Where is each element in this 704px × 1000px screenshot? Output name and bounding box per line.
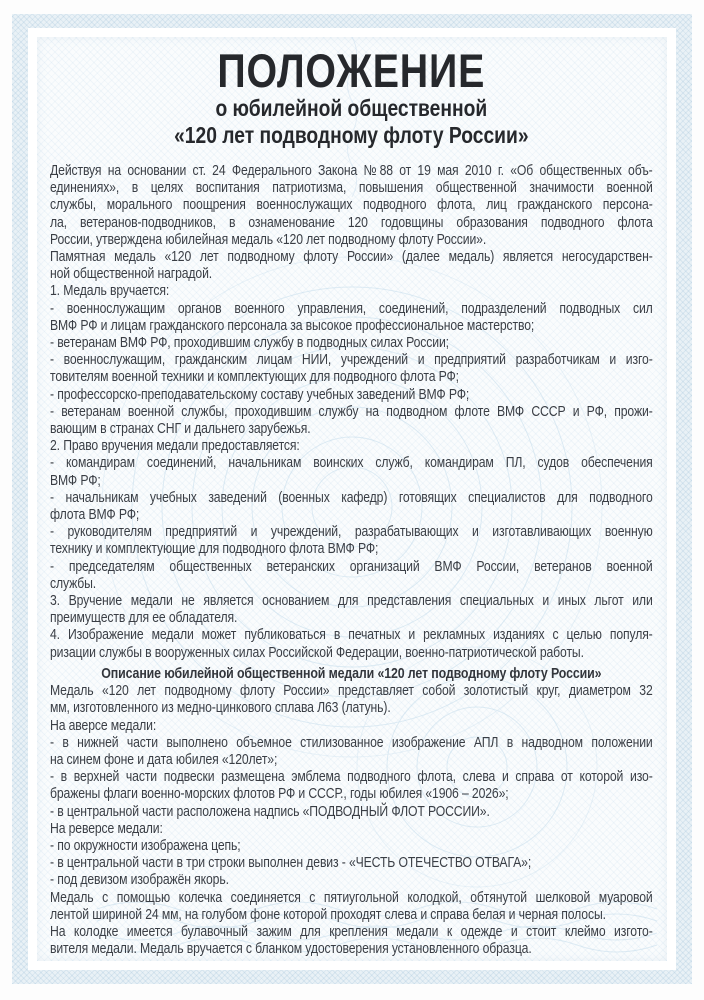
- paragraph: [50, 249, 653, 283]
- text-line: - в центральной части расположена надпись «ПОДВОДНЫЙ ФЛОТ РОССИИ».: [50, 803, 490, 820]
- text-line: 3. Вручение медали не является основанием для представления специальных и иных льгот или: [50, 593, 653, 610]
- paragraph: [50, 387, 653, 404]
- paragraph: [50, 804, 653, 821]
- text-line: - начальникам учебных заведений (военных кафедр) готовящих специалистов для подводного: [50, 489, 653, 506]
- paragraph: [50, 718, 653, 735]
- document-title: ПОЛОЖЕНИЕ: [217, 44, 486, 97]
- text-line: - профессорско-преподавательскому составу учебных заведений ВМФ РФ;: [50, 386, 470, 403]
- text-line: вителя медали. Медаль вручается с бланком удостоверения установленного образца.: [50, 941, 532, 958]
- text-line: лентой шириной 24 мм, на голубом фоне которой проходят слева и справа белая и черная полосы.: [50, 906, 606, 923]
- paragraph: [50, 890, 653, 924]
- text-line: ВМФ РФ и лицам гражданского персонала за высокое профессиональное мастерство;: [50, 317, 535, 334]
- text-line: товителям военной техники и комплектующих для подводного флота РФ;: [50, 369, 459, 386]
- paragraph: [50, 455, 653, 489]
- text-line: - в центральной части в три строки выполнен девиз - «ЧЕСТЬ ОТЕЧЕСТВО ОТВАГА»;: [50, 855, 532, 872]
- paragraph: [50, 301, 653, 335]
- paragraph: [50, 735, 653, 769]
- certificate-frame-band: [12, 14, 692, 984]
- text-line: - военнослужащим, гражданским лицам НИИ, учреждений и предприятий разработчикам и изго-: [50, 352, 653, 369]
- text-line: ВМФ РФ;: [50, 472, 101, 489]
- document-subtitle-line-1: о юбилейной общественной: [215, 95, 488, 121]
- paragraph: [50, 683, 653, 717]
- text-line: преимуществ для ее обладателя.: [50, 610, 238, 627]
- text-line: - по окружности изображена цепь;: [50, 837, 241, 854]
- text-line: - под девизом изображён якорь.: [50, 872, 229, 889]
- paragraph: [50, 352, 653, 386]
- text-line: - председателям общественных ветеранских организаций ВМФ России, ветеранов военной: [50, 558, 653, 575]
- text-line: - военнослужащим органов военного управления, соединений, подразделений подводных сил: [50, 300, 653, 317]
- paragraph: [50, 163, 653, 249]
- text-line: Медаль «120 лет подводному флоту России» представляет собой золотистый круг, диаметром 32: [50, 683, 653, 700]
- paragraph: [50, 855, 653, 872]
- paragraph: [50, 283, 653, 300]
- text-line: - в нижней части выполнено объемное стилизованное изображение АПЛ в надводном положении: [50, 734, 653, 751]
- text-line: 1. Медаль вручается:: [50, 283, 170, 300]
- text-line: на синем фоне и дата юбилея «120лет»;: [50, 751, 278, 768]
- text-line: ла, ветеранов-подводников, в ознаменование 120 годовщины образования подводного флота: [50, 214, 653, 231]
- paragraph: [50, 438, 653, 455]
- text-line: - ветеранам военной службы, проходившим службу на подводном флоте ВМФ СССР и РФ, прожи-: [50, 403, 653, 420]
- text-line: единениях», в целях воспитания патриотизма, повышения общественной значимости военной: [50, 180, 653, 197]
- paragraph: [50, 524, 653, 558]
- text-line: мм, изготовленного из медно-цинкового сплава Л63 (латунь).: [50, 700, 391, 717]
- paragraph: [50, 404, 653, 438]
- text-line: Памятная медаль «120 лет подводному флоту России» (далее медаль) является негосударствен-: [50, 249, 653, 266]
- section-medal-description-heading: Описание юбилейной общественной медали «120 лет подводному флоту России»: [101, 665, 602, 682]
- paragraph: [50, 821, 653, 838]
- text-line: - ветеранам ВМФ РФ, проходившим службу в подводных силах России;: [50, 335, 449, 352]
- text-line: Действуя на основании ст. 24 Федерального Закона №88 от 19 мая 2010 г. «Об общественных объ-: [50, 163, 653, 179]
- document-content: [50, 43, 653, 958]
- paragraph: [50, 593, 653, 627]
- text-line: - командирам соединений, начальникам воинских служб, командирам ПЛ, судов обеспечения: [50, 455, 653, 472]
- frame-white-gap: [28, 28, 676, 970]
- text-line: вающим в странах СНГ и дальнего зарубежья.: [50, 421, 311, 438]
- text-line: - в верхней части подвески размещена эмблема подводного флота, слева и справа от которой изо-: [50, 769, 653, 786]
- text-line: На колодке имеется булавочный зажим для крепления медали к одежде и стоит клеймо изгото-: [50, 923, 653, 940]
- paragraph: [50, 838, 653, 855]
- paragraph: [50, 872, 653, 889]
- text-line: бражены флаги военно-морских флотов РФ и СССР., годы юбилея «1906 – 2026»;: [50, 786, 509, 803]
- section-general-provisions: [50, 163, 653, 662]
- text-line: Медаль с помощью колечка соединяется с пятиугольной колодкой, обтянутой шелковой муаровой: [50, 889, 653, 906]
- text-line: 4. Изображение медали может публиковаться в печатных и рекламных изданиях с целью популя-: [50, 627, 653, 644]
- text-line: России, утверждена юбилейная медаль «120 лет подводному флоту России».: [50, 231, 487, 248]
- document-subtitle-line-2: «120 лет подводному флоту России»: [174, 122, 529, 148]
- document-page-panel: [37, 37, 667, 961]
- text-line: ной общественной наградой.: [50, 266, 213, 283]
- text-line: 2. Право вручения медали предоставляется:: [50, 438, 300, 455]
- paragraph: [50, 924, 653, 958]
- paragraph: [50, 627, 653, 661]
- section-medal-description: [50, 683, 653, 958]
- text-line: - руководителям предприятий и учреждений, разрабатывающих и изготавливающих военную: [50, 524, 653, 541]
- text-line: флота ВМФ РФ;: [50, 507, 140, 524]
- text-line: службы.: [50, 575, 97, 592]
- paragraph: [50, 490, 653, 524]
- text-line: На реверсе медали:: [50, 820, 163, 837]
- text-line: На аверсе медали:: [50, 717, 157, 734]
- paragraph: [50, 335, 653, 352]
- text-line: службы, морального поощрения военнослужащих подводного флота, лиц гражданского персона-: [50, 197, 653, 214]
- paragraph: [50, 769, 653, 803]
- text-line: ризации службы в вооруженных силах Российской Федерации, военно-патриотической работы.: [50, 644, 584, 661]
- paragraph: [50, 559, 653, 593]
- text-line: технику и комплектующие для подводного флота ВМФ РФ;: [50, 541, 379, 558]
